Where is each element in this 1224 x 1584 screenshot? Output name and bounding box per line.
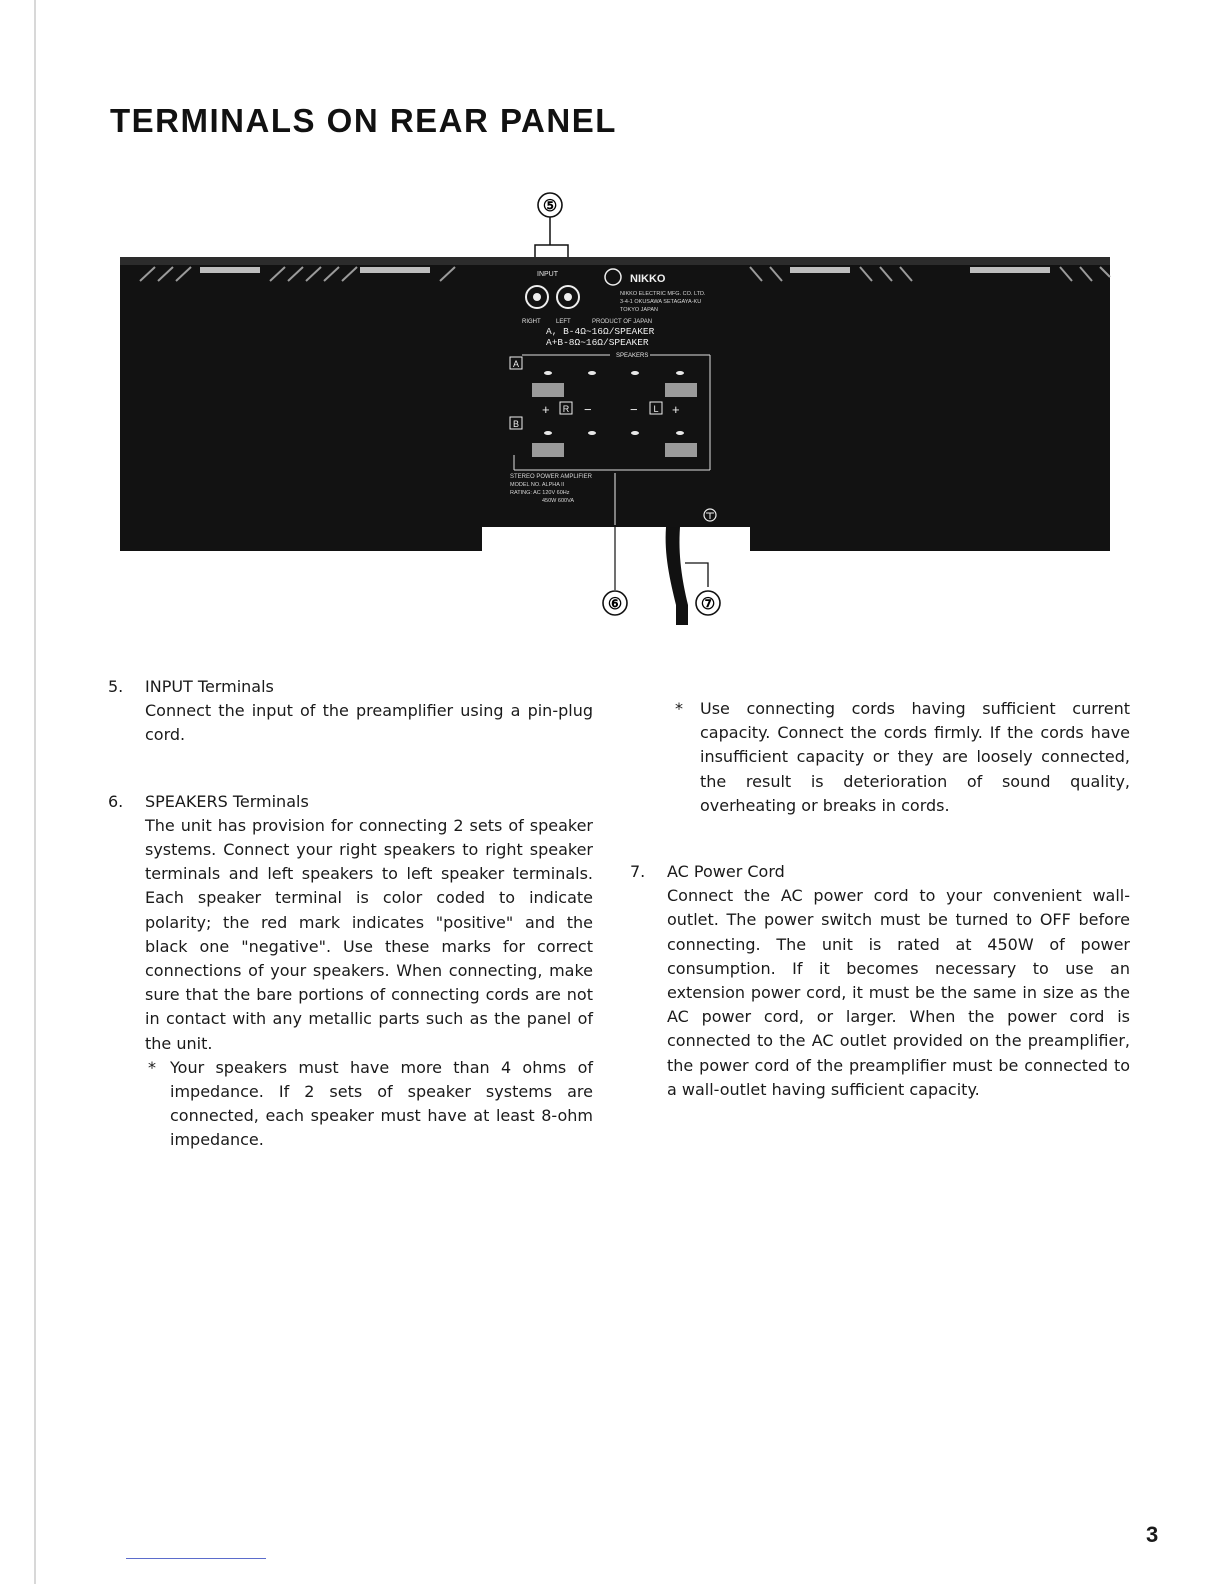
item-title: INPUT Terminals <box>145 677 274 696</box>
item-title: SPEAKERS Terminals <box>145 791 309 811</box>
item-number: 6. <box>108 791 124 811</box>
binding-edge <box>34 0 36 1584</box>
rear-panel-figure <box>110 185 1120 625</box>
impedance-note <box>145 1056 593 1153</box>
callout-7-label: ⑦ <box>700 596 716 613</box>
note-asterisk: * <box>675 699 683 718</box>
model-line-1: STEREO POWER AMPLIFIER <box>510 474 593 480</box>
item-input-terminals <box>108 675 593 748</box>
cord-capacity-note <box>630 697 1130 818</box>
speakers-label: SPEAKERS <box>616 353 649 359</box>
brand-name: NIKKO <box>630 273 666 285</box>
model-line-3: RATING: AC 120V 60Hz <box>510 490 570 496</box>
item-body: The unit has provision for connecting 2 sets of speaker systems. Connect your right speakers to right speaker terminals and left speakers to left speaker terminals. Each speaker terminal is color coded to indicate polarity; the red mark indicates "positive" and the black one "negative". Use these marks for correct connections of your speakers. When connecting, make sure that the bare portions of connecting cords are not in contact with any metallic parts such as the panel of the unit. <box>145 815 593 1053</box>
page-number: 3 <box>1146 1522 1159 1547</box>
footer-rule <box>126 1558 266 1559</box>
maker-line-1: NIKKO ELECTRIC MFG. CO. LTD. <box>620 291 706 297</box>
right-column <box>630 697 1130 1102</box>
model-line-4: 450W 600VA <box>542 498 575 504</box>
maker-line-3: TOKYO JAPAN <box>620 307 659 313</box>
callout-5-label: ⑤ <box>542 198 558 215</box>
model-line-2: MODEL NO. ALPHA II <box>510 482 565 488</box>
impedance-b: A+B-8Ω~16Ω/SPEAKER <box>546 337 649 348</box>
group-a-label: A <box>512 359 520 369</box>
item-ac-power-cord <box>630 860 1130 1102</box>
svg-text:−: − <box>630 402 638 417</box>
impedance-a: A, B-4Ω~16Ω/SPEAKER <box>546 326 655 337</box>
svg-text:+: + <box>542 402 550 417</box>
right-label: RIGHT <box>522 319 541 325</box>
item-number: 7. <box>630 862 646 882</box>
channel-r-label: R <box>562 404 570 414</box>
group-b-label: B <box>512 419 520 429</box>
left-column <box>108 675 593 1153</box>
item-number: 5. <box>108 677 124 696</box>
note-text: Your speakers must have more than 4 ohms of impedance. If 2 sets of speaker systems are connected, each speaker must have at least 8-ohm impedance. <box>170 1057 593 1150</box>
left-label: LEFT <box>556 319 571 325</box>
note-asterisk: * <box>148 1057 156 1077</box>
page-title: TERMINALS ON REAR PANEL <box>110 102 617 140</box>
item-body: Connect the input of the preamplifier using a pin-plug cord. <box>145 701 593 745</box>
channel-l-label: L <box>653 404 659 414</box>
item-title: AC Power Cord <box>667 862 785 882</box>
svg-text:+: + <box>672 402 680 417</box>
origin-label: PRODUCT OF JAPAN <box>592 319 653 325</box>
item-speakers-terminals <box>108 790 593 1153</box>
maker-line-2: 3-4-1 OKUSAWA SETAGAYA-KU <box>620 299 702 305</box>
note-text: Use connecting cords having sufficient current capacity. Connect the cords firmly. If the cords have insufficient capacity or they are loosely connected, the result is deterioration of sound quality, overheating or breaks in cords. <box>700 699 1130 815</box>
callout-6-label: ⑥ <box>607 596 623 613</box>
svg-text:−: − <box>584 402 592 417</box>
item-body: Connect the AC power cord to your convenient wall-outlet. The power switch must be turned to OFF before connecting. The unit is rated at 450W of power consumption. If it becomes necessary to use an extension power cord, it must be the same in size as the AC power cord, or larger. When the power cord is connected to the AC outlet provided on the preamplifier, the power cord of the preamplifier must be connected to a wall-outlet having sufficient capacity. <box>667 886 1130 1099</box>
input-label: INPUT <box>537 271 558 278</box>
rear-panel-illustration <box>110 185 1120 625</box>
